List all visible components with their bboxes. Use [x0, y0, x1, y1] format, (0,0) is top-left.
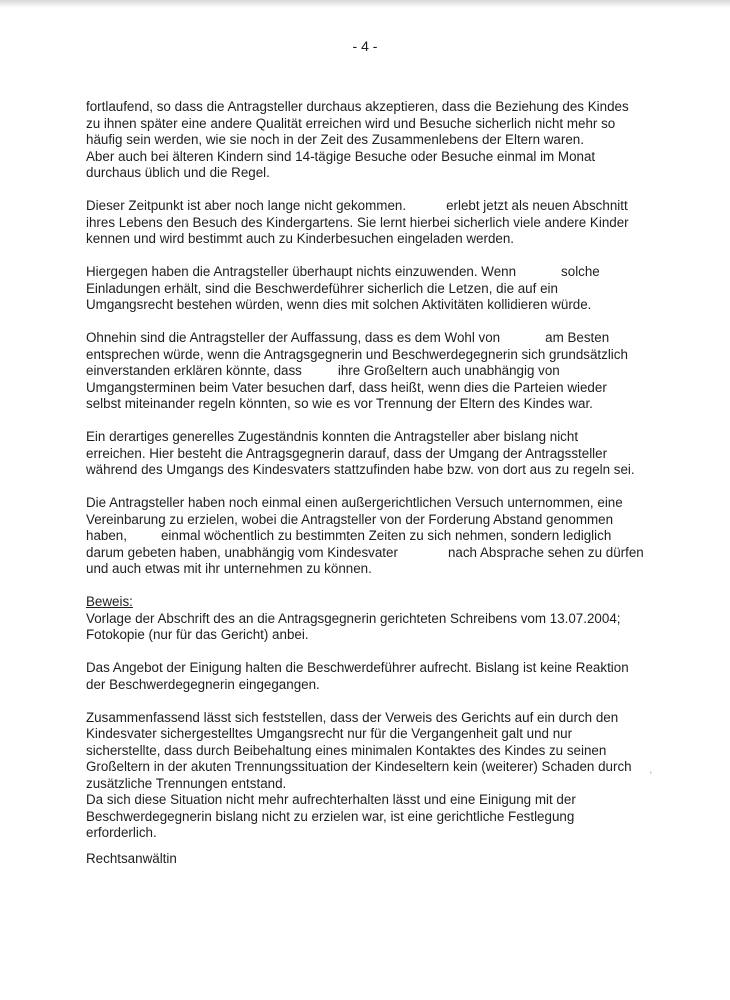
text-line: und auch etwas mit ihr unternehmen zu können. [86, 561, 372, 576]
summary-paragraph [86, 710, 646, 842]
text-line: selbst miteinander regeln könnten, so wie es vor Trennung der Eltern des Kindes war. [86, 396, 593, 411]
text-line: Kindesvater sichergestelltes Umgangsrecht nur für die Vergangenheit galt und nur [86, 726, 573, 741]
text-line: ihres Lebens den Besuch des Kindergartens. Sie lernt hierbei sicherlich viele andere Kinder [86, 214, 629, 230]
text-line [86, 545, 646, 562]
page-number: - 4 - [352, 38, 378, 54]
offer-paragraph [86, 660, 646, 693]
paragraph-2 [86, 198, 646, 248]
scan-edge-shadow [0, 0, 730, 8]
text-line: kennen und wird bestimmt auch zu Kinderbesuchen eingeladen werden. [86, 231, 515, 246]
text-line: häufig sein werden, wie sie noch in der Zeit des Zusammenlebens der Eltern waren. [86, 132, 584, 147]
text-line: Umgangsterminen beim Vater besuchen darf, dass heißt, wenn dies die Parteien wieder [86, 379, 607, 395]
text-line: erforderlich. [86, 825, 157, 840]
letter-body [86, 99, 646, 858]
text-line: Aber auch bei älteren Kindern sind 14-tägige Besuche oder Besuche einmal im Monat [86, 148, 596, 164]
text-line: Einladungen erhält, sind die Beschwerdeführer sicherlich die Letzen, die auf ein [86, 280, 558, 296]
text-line: Ein derartiges generelles Zugeständnis konnten die Antragsteller aber bislang nicht [86, 429, 579, 444]
text-line: entsprechen würde, wenn die Antragsgegnerin und Beschwerdegegnerin sich grundsätzlich [86, 346, 628, 362]
text-line [86, 363, 646, 380]
text-line: sicherstellte, dass durch Beibehaltung eines minimalen Kontaktes des Kindes zu seinen [86, 742, 607, 758]
text-line: erreichen. Hier besteht die Antragsgegnerin darauf, dass der Umgang der Antragssteller [86, 445, 608, 461]
text-line: Großeltern in der akuten Trennungssituation der Kindeseltern kein (weiterer) Schaden durch [86, 759, 632, 774]
paragraph-1 [86, 99, 646, 182]
signature-title: Rechtsanwältin [86, 851, 177, 866]
evidence-block [86, 594, 646, 644]
text-segment: erlebt jetzt als neuen Abschnitt [446, 198, 628, 213]
text-line: Vorlage der Abschrift des an die Antragsgegnerin gerichteten Schreibens vom 13.07.2004; [86, 610, 621, 626]
text-segment: nach Absprache sehen zu dürfen [447, 544, 644, 560]
text-line: Die Antragsteller haben noch einmal einen außergerichtlichen Versuch unternommen, eine [86, 495, 623, 510]
text-segment: am Besten [545, 330, 610, 345]
text-segment: einverstanden erklären könnte, dass [86, 363, 302, 378]
text-line: zu ihnen später eine andere Qualität erreichen wird und Besuche sicherlich nicht mehr so [86, 115, 616, 131]
paragraph-4 [86, 330, 646, 413]
text-line [86, 198, 646, 215]
text-line [86, 528, 646, 545]
paragraph-6 [86, 495, 646, 578]
text-segment: Dieser Zeitpunkt ist aber noch lange nicht gekommen. [86, 198, 407, 213]
text-line: Beschwerdegegnerin bislang nicht zu erzielen war, ist eine gerichtliche Festlegung [86, 808, 575, 824]
text-line: Das Angebot der Einigung halten die Beschwerdeführer aufrecht. Bislang ist keine Reaktion [86, 660, 629, 675]
text-line: Umgangsrecht bestehen würden, wenn dies mit solchen Aktivitäten kollidieren würde. [86, 297, 592, 312]
text-line: während des Umgangs des Kindesvaters stattzufinden habe bzw. von dort aus zu regeln sei. [86, 462, 635, 477]
text-line: Vereinbarung zu erzielen, wobei die Antragsteller von der Forderung Abstand genommen [86, 511, 614, 527]
text-segment: darum gebeten haben, unabhängig vom Kindesvater [86, 544, 398, 560]
text-segment: Ohnehin sind die Antragsteller der Auffassung, dass es dem Wohl von [86, 330, 501, 345]
text-line: Fotokopie (nur für das Gericht) anbei. [86, 627, 309, 642]
text-line: zusätzliche Trennungen entstand. [86, 775, 287, 791]
text-segment: solche [561, 264, 600, 279]
text-segment: Hiergegen haben die Antragsteller überhaupt nichts einzuwenden. Wenn [86, 264, 517, 279]
text-segment: einmal wöchentlich zu bestimmten Zeiten zu sich nehmen, sondern lediglich [160, 528, 612, 543]
text-line: der Beschwerdegegnerin eingegangen. [86, 676, 320, 692]
text-segment: haben, [86, 528, 127, 543]
text-line: fortlaufend, so dass die Antragsteller durchaus akzeptieren, dass die Beziehung des Kindes [86, 99, 629, 114]
evidence-heading: Beweis: [86, 594, 133, 609]
text-line: Zusammenfassend lässt sich feststellen, dass der Verweis des Gerichts auf ein durch den [86, 709, 619, 725]
text-line: durchaus üblich und die Regel. [86, 165, 270, 180]
paragraph-3 [86, 264, 646, 314]
text-line [86, 330, 646, 347]
text-line [86, 264, 646, 281]
text-segment: ihre Großeltern auch unabhängig von [337, 363, 560, 378]
text-line: Da sich diese Situation nicht mehr aufrechterhalten lässt und eine Einigung mit der [86, 792, 576, 807]
stray-mark: ' [650, 770, 652, 780]
paragraph-5 [86, 429, 646, 479]
